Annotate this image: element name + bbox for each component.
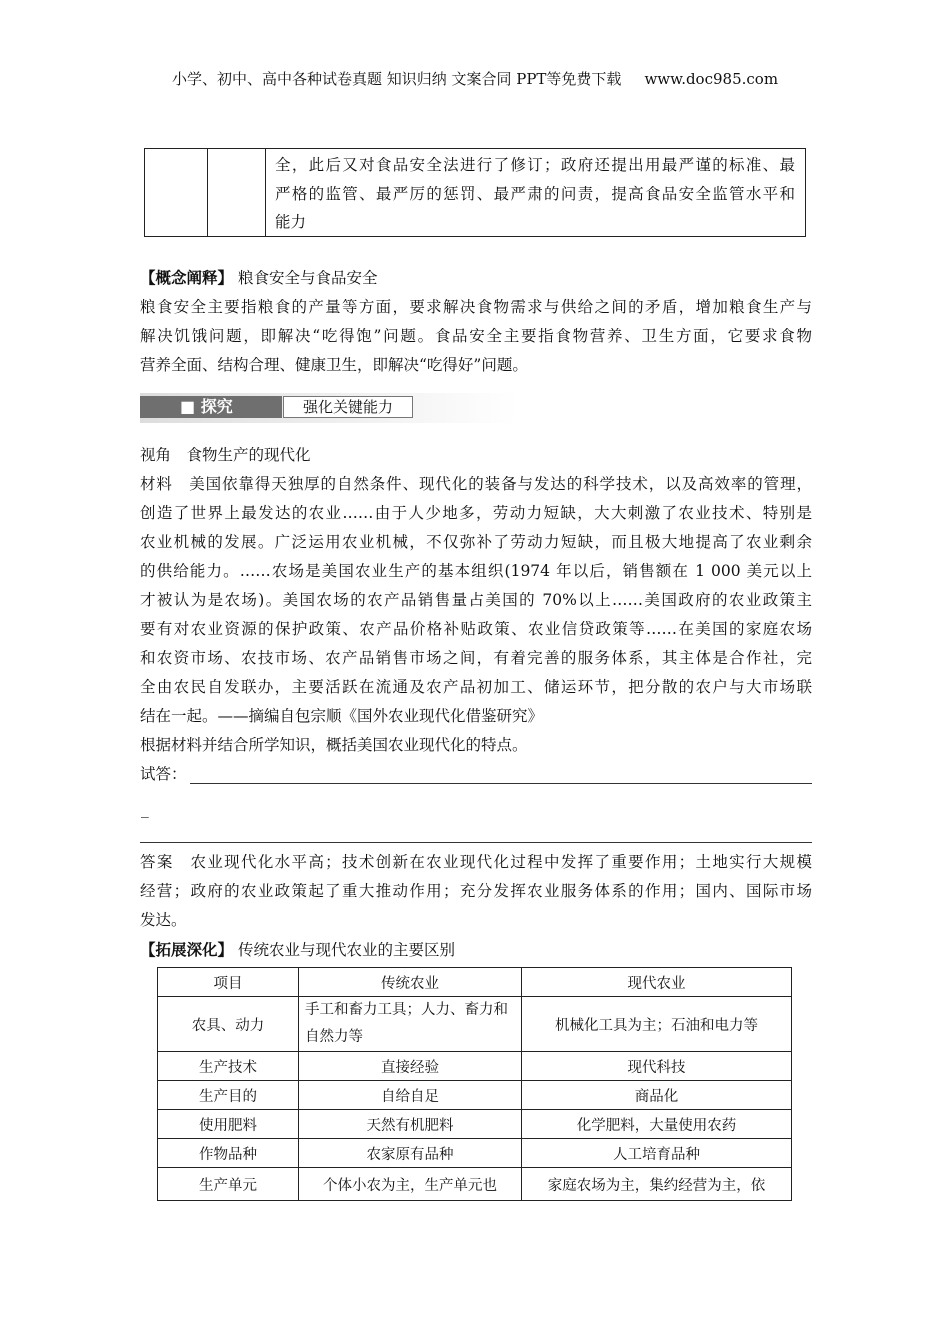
material-line: 和农资市场、农技市场、农产品销售市场之间，有着完善的服务体系，其主体是合作社，完 [140, 649, 812, 667]
header-url: www.doc985.com [644, 70, 779, 88]
cell: 人工培育品种 [522, 1139, 792, 1168]
comparison-table [157, 967, 792, 1201]
answer-line[interactable] [190, 783, 812, 784]
answer-prompt: 试答： [140, 765, 187, 783]
material-line: 创造了世界上最发达的农业……由于人少地多，劳动力短缺，大大刺激了农业技术、特别是 [140, 504, 812, 522]
answer-line-text: 发达。 [140, 911, 187, 929]
table-line: 能力 [275, 213, 307, 231]
cell: 机械化工具为主；石油和电力等 [522, 997, 792, 1052]
concept-line: 解决饥饿问题，即解决“吃得饱”问题。食品安全主要指食物营养、卫生方面，它要求食物 [140, 327, 812, 345]
cell: 农家原有品种 [299, 1139, 522, 1168]
table-row [158, 1168, 792, 1201]
material-line: 要有对农业资源的保护政策、农产品价格补贴政策、农业信贷政策等……在美国的家庭农场 [140, 620, 812, 638]
cell: 农具、动力 [158, 997, 299, 1052]
banner-subtitle: 强化关键能力 [283, 396, 413, 418]
concept-label: 【概念阐释】 [140, 268, 234, 287]
section-banner [140, 393, 517, 423]
table-row [158, 1052, 792, 1081]
column-divider [207, 149, 208, 236]
material-line: 结在一起。——摘编自包宗顺《国外农业现代化借鉴研究》 [140, 707, 544, 725]
table-row [158, 997, 792, 1052]
table-row [158, 1081, 792, 1110]
answer-line-text: 答案 农业现代化水平高；技术创新在农业现代化过程中发挥了重要作用；土地实行大规模 [140, 853, 812, 871]
cell: 天然有机肥料 [299, 1110, 522, 1139]
concept-line: 粮食安全主要指粮食的产量等方面，要求解决食物需求与供给之间的矛盾，增加粮食生产与 [140, 298, 812, 316]
cell: 手工和畜力工具；人力、畜力和自然力等 [299, 997, 522, 1052]
page-header [0, 68, 950, 89]
continued-table [144, 148, 806, 237]
cell: 家庭农场为主，集约经营为主，依 [522, 1168, 792, 1201]
question: 根据材料并结合所学知识，概括美国农业现代化的特点。 [140, 736, 528, 754]
cell: 生产目的 [158, 1081, 299, 1110]
material-line: 材料 美国依靠得天独厚的自然条件、现代化的装备与发达的科学技术，以及高效率的管理， [140, 475, 812, 493]
cell: 作物品种 [158, 1139, 299, 1168]
material-line: 全由农民自发联办，主要活跃在流通及农产品初加工、储运环节，把分散的农户与大市场联 [140, 678, 812, 696]
answer-line[interactable] [140, 842, 812, 843]
material-section [140, 441, 812, 789]
header-cell: 传统农业 [299, 968, 522, 997]
extension-heading [140, 935, 812, 965]
table-row [158, 1139, 792, 1168]
material-line: 农业机械的发展。广泛运用农业机械，不仅弥补了劳动力短缺，而且极大地提高了农业剩余 [140, 533, 812, 551]
dash: _ [141, 800, 149, 818]
header-cell: 项目 [158, 968, 299, 997]
perspective-title: 食物生产的现代化 [186, 446, 311, 464]
table-row [158, 1110, 792, 1139]
extension-label: 【拓展深化】 [140, 940, 234, 959]
extension-title: 传统农业与现代农业的主要区别 [237, 941, 455, 959]
concept-section [140, 263, 812, 380]
banner-explore: ■ 探究 [140, 396, 282, 418]
cell: 现代科技 [522, 1052, 792, 1081]
cell: 商品化 [522, 1081, 792, 1110]
concept-title: 粮食安全与食品安全 [237, 269, 378, 287]
answer-line-text: 经营；政府的农业政策起了重大推动作用；充分发挥农业服务体系的作用；国内、国际市场 [140, 882, 812, 900]
material-line: 的供给能力。……农场是美国农业生产的基本组织(1974 年以后，销售额在 1 000 美元以上 [140, 562, 812, 580]
material-line: 才被认为是农场)。美国农场的农产品销售量占美国的 70%以上……美国政府的农业政策主 [140, 591, 812, 609]
table-line: 严格的监管、最严厉的惩罚、最严肃的问责，提高食品安全监管水平和 [275, 184, 795, 203]
cell: 使用肥料 [158, 1110, 299, 1139]
answer-section [140, 848, 812, 935]
cell: 生产技术 [158, 1052, 299, 1081]
concept-line: 营养全面、结构合理、健康卫生，即解决“吃得好”问题。 [140, 356, 528, 374]
cell: 化学肥料，大量使用农药 [522, 1110, 792, 1139]
perspective-label: 视角 [140, 446, 172, 464]
cell: 自给自足 [299, 1081, 522, 1110]
table-line: 全，此后又对食品安全法进行了修订；政府还提出用最严谨的标准、最 [275, 156, 795, 174]
column-divider [265, 149, 266, 236]
cell: 直接经验 [299, 1052, 522, 1081]
cell: 生产单元 [158, 1168, 299, 1201]
header-cell: 现代农业 [522, 968, 792, 997]
header-text: 小学、初中、高中各种试卷真题 知识归纳 文案合同 PPT等免费下载 [171, 70, 622, 88]
table-header-row [158, 968, 792, 997]
cell: 个体小农为主，生产单元也 [299, 1168, 522, 1201]
